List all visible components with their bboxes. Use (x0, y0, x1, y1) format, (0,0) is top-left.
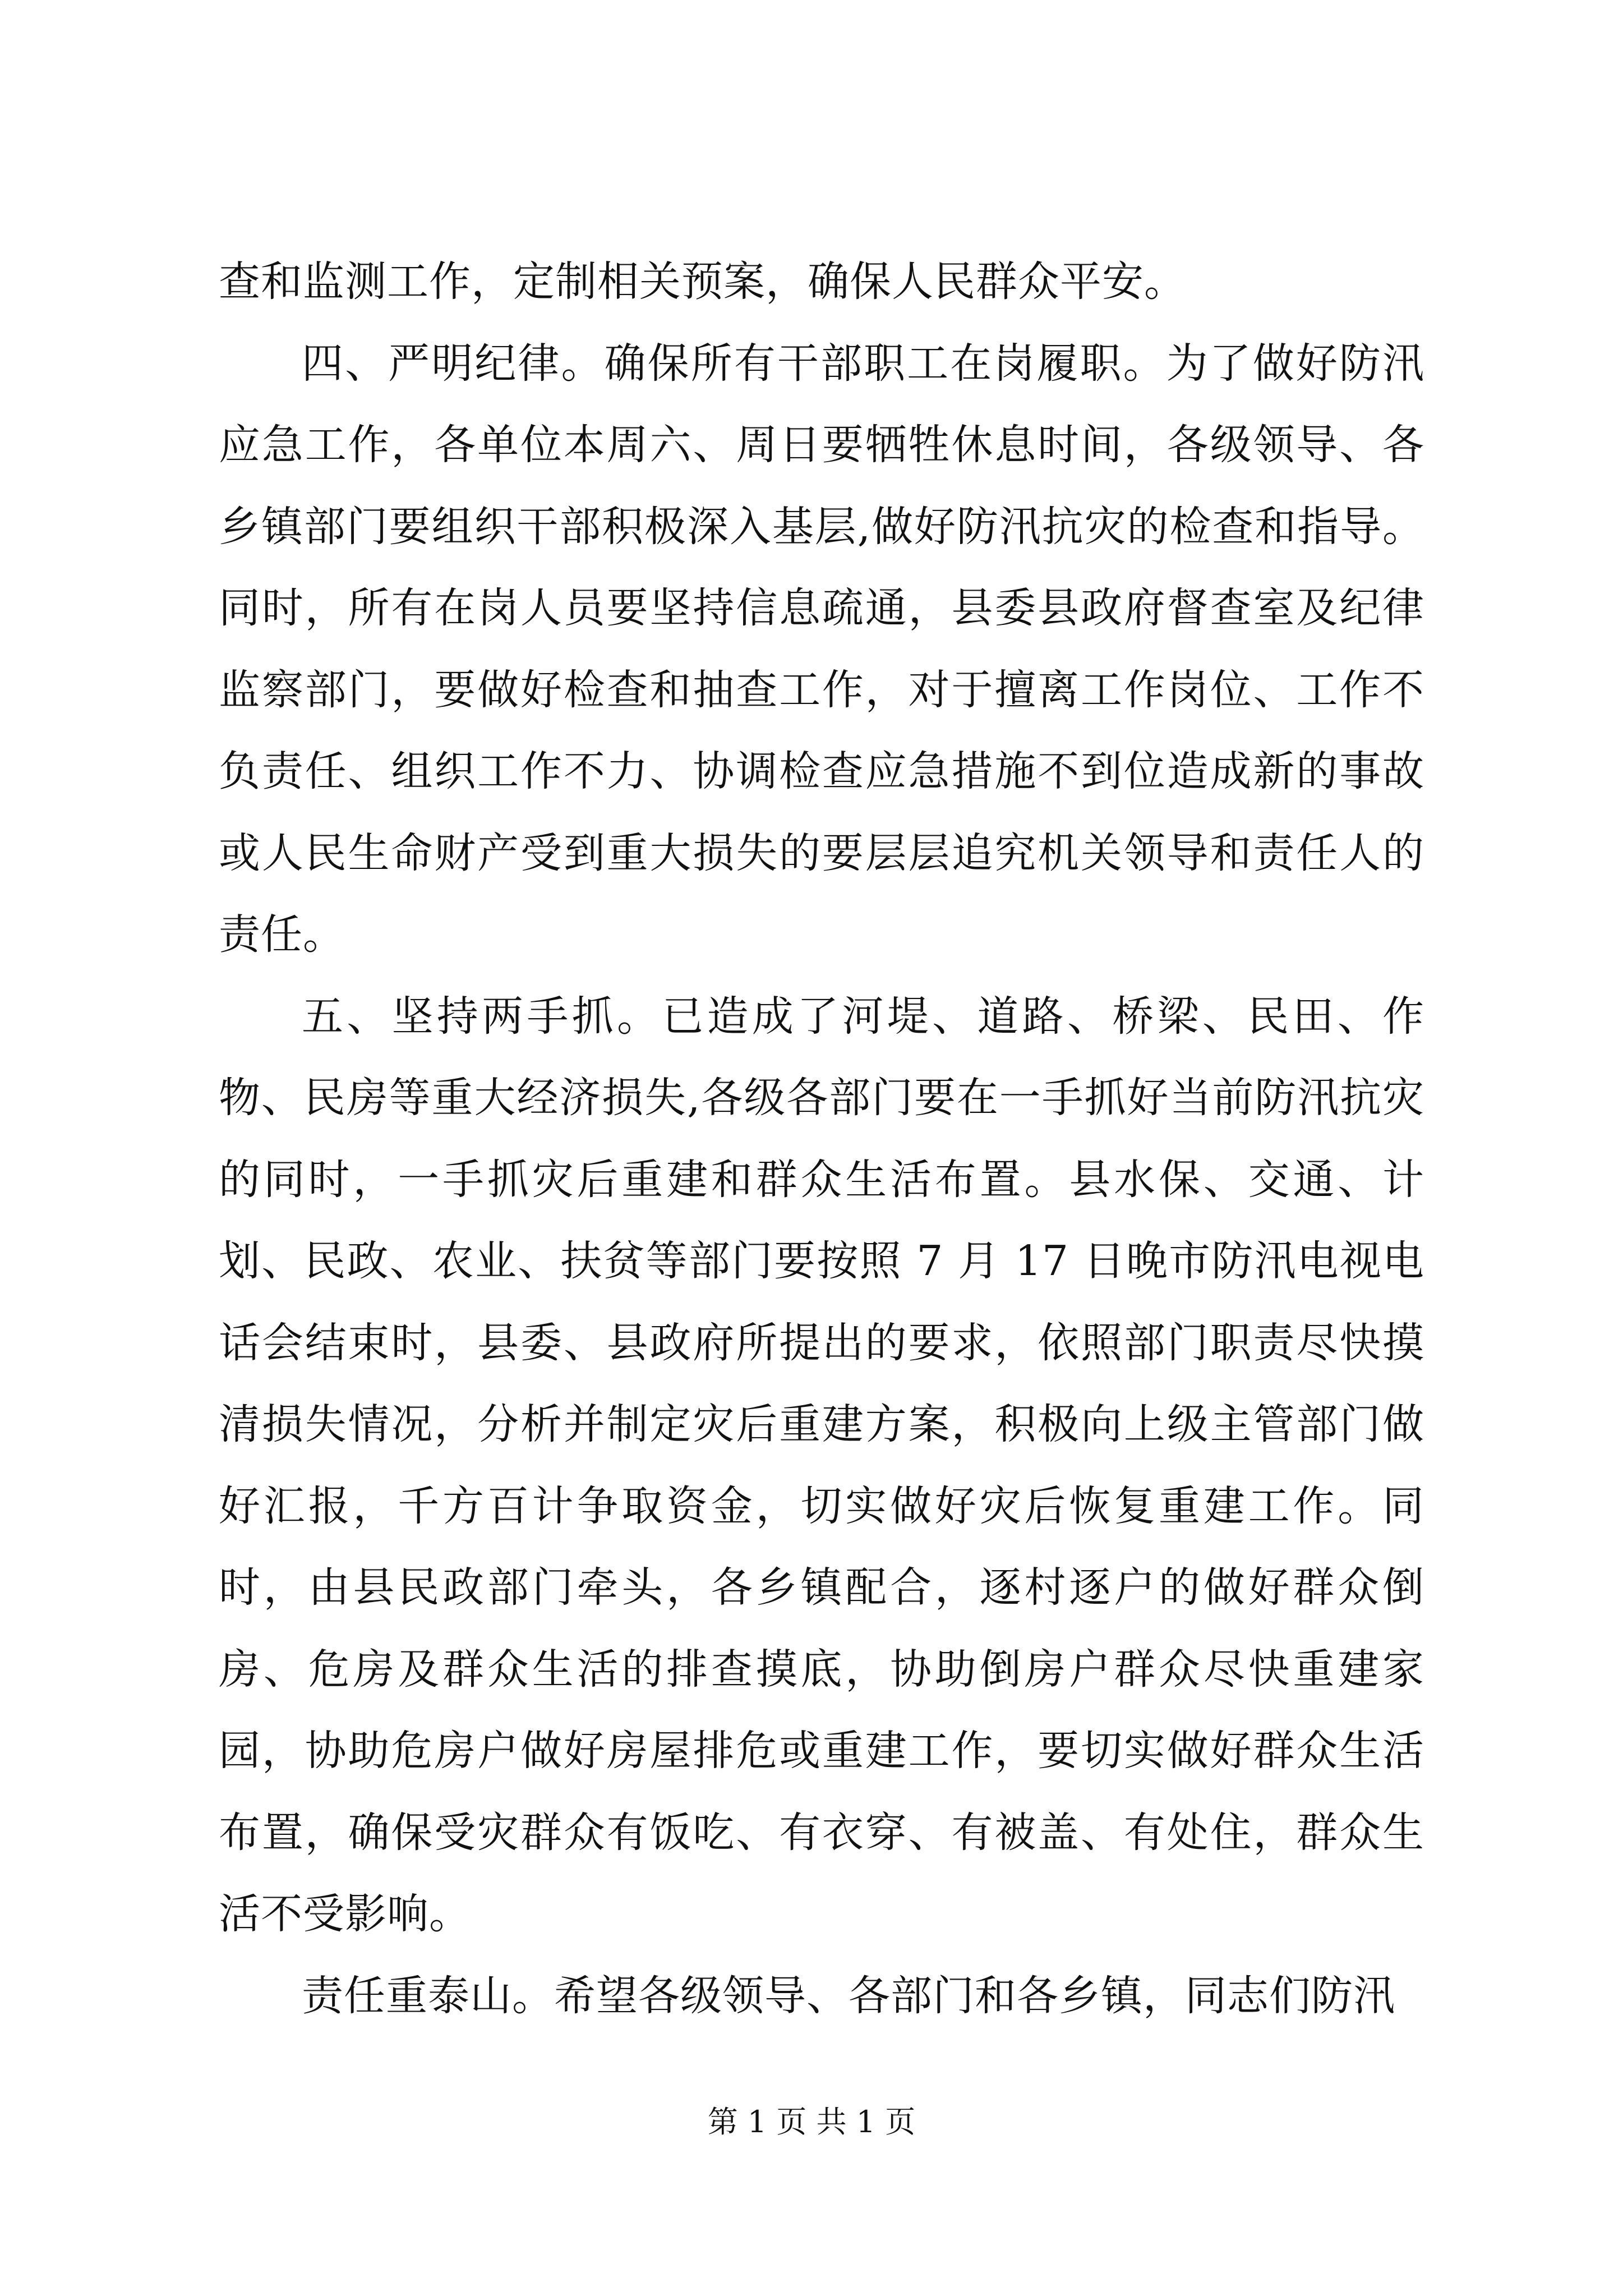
paragraph-two-hands: 五、坚持两手抓。已造成了河堤、道路、桥梁、民田、作物、民房等重大经济损失,各级各部门要在一手抓好当前防汛抗灾的同时，一手抓灾后重建和群众生活布置。县水保、交通、计划、民政、农业、扶贫等部门要按照 7 月 17 日晚市防汛电视电话会结束时，县委、县政府所提出的要求，依照部门职责尽快摸清损失情况，分析并制定灾后重建方案，积极向上级主管部门做好汇报，千方百计争取资金，切实做好灾后恢复重建工作。同时，由县民政部门牵头，各乡镇配合，逐村逐户的做好群众倒房、危房及群众生活的排查摸底，协助倒房户群众尽快重建家园，协助危房户做好房屋排危或重建工作，要切实做好群众生活布置，确保受灾群众有饭吃、有衣穿、有被盖、有处住，群众生活不受影响。 (219, 992, 1424, 1938)
document-body (219, 241, 1424, 2037)
paragraph-discipline: 四、严明纪律。确保所有干部职工在岗履职。为了做好防汛应急工作，各单位本周六、周日要牺牲休息时间，各级领导、各乡镇部门要组织干部积极深入基层,做好防汛抗灾的检查和指导。同时，所有在岗人员要坚持信息疏通，县委县政府督查室及纪律监察部门，要做好检查和抽查工作，对于擅离工作岗位、工作不负责任、组织工作不力、协调检查应急措施不到位造成新的事故或人民生命财产受到重大损失的要层层追究机关领导和责任人的责任。 (219, 339, 1424, 959)
paragraph-continuation: 查和监测工作，定制相关预案，确保人民群众平安。 (219, 257, 1186, 306)
page-footer: 第 1 页 共 1 页 (707, 2104, 916, 2139)
paragraph-responsibility: 责任重泰山。希望各级领导、各部门和各乡镇，同志们防汛 (302, 1971, 1395, 2020)
